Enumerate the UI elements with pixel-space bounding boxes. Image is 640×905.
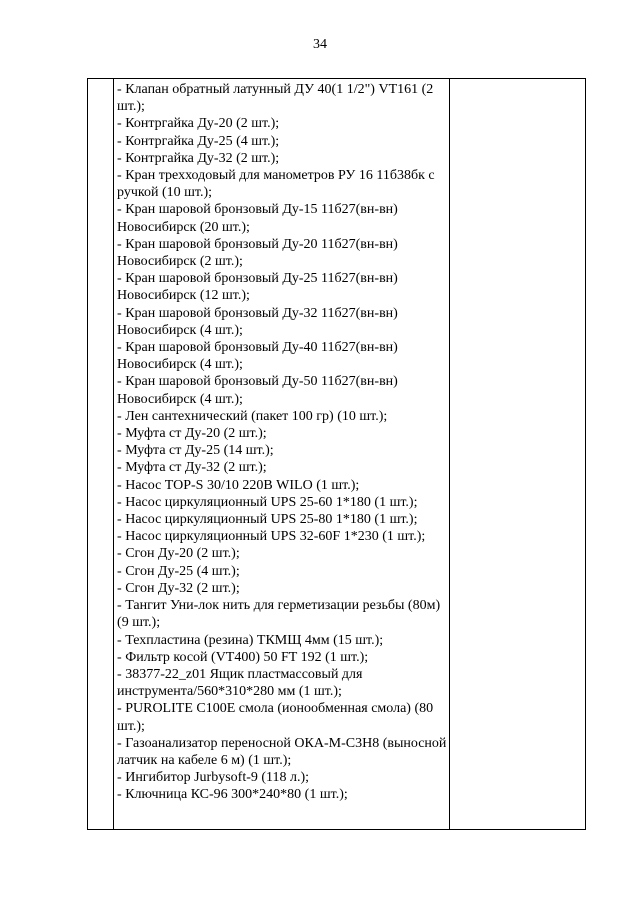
list-item: - Контргайка Ду-20 (2 шт.); xyxy=(117,116,280,132)
notes-cell xyxy=(449,79,585,830)
list-item: - Контргайка Ду-32 (2 шт.); xyxy=(117,150,280,166)
list-item: - Муфта ст Ду-20 (2 шт.); xyxy=(117,426,267,442)
list-item: - Контргайка Ду-25 (4 шт.); xyxy=(117,133,280,149)
list-item: - Кран трехходовый для манометров РУ 16 11б38бк с ручкой (10 шт.); xyxy=(117,168,435,201)
list-item: - Техпластина (резина) ТКМЩ 4мм (15 шт.); xyxy=(117,632,384,648)
list-item: - Кран шаровой бронзовый Ду-40 11б27(вн-вн) Новосибирск (4 шт.); xyxy=(117,340,398,373)
list-item: - Насос циркуляционный UPS 25-80 1*180 (1 шт.); xyxy=(117,512,418,528)
number-cell xyxy=(88,79,114,830)
list-item: - Насос TOP-S 30/10 220В WILO (1 шт.); xyxy=(117,477,360,493)
list-item: - Клапан обратный латунный ДУ 40(1 1/2") VT161 (2 шт.); xyxy=(117,82,434,115)
list-item: - Ключница КС-96 300*240*80 (1 шт.); xyxy=(117,787,348,803)
page-number: 34 xyxy=(313,37,327,52)
item-list xyxy=(114,79,449,804)
list-item: - Кран шаровой бронзовый Ду-20 11б27(вн-вн) Новосибирск (2 шт.); xyxy=(117,236,398,270)
list-item: - Насос циркуляционный UPS 32-60F 1*230 (1 шт.); xyxy=(117,529,426,545)
list-item: - Сгон Ду-20 (2 шт.); xyxy=(117,546,240,562)
list-item: - Кран шаровой бронзовый Ду-50 11б27(вн-вн) Новосибирск (4 шт.); xyxy=(117,374,398,407)
table-row xyxy=(88,79,586,830)
list-item: - PUROLITE C100E смола (ионообменная смола) (80 шт.); xyxy=(117,701,434,734)
description-cell xyxy=(114,79,450,830)
list-item: - Кран шаровой бронзовый Ду-15 11б27(вн-вн) Новосибирск (20 шт.); xyxy=(117,202,398,235)
list-item: - Кран шаровой бронзовый Ду-32 11б27(вн-вн) Новосибирск (4 шт.); xyxy=(117,305,398,338)
list-item: - Тангит Уни-лок нить для герметизации резьбы (80м) (9 шт.); xyxy=(117,598,441,631)
list-item: - 38377-22_z01 Ящик пластмассовый для инструмента/560*310*280 мм (1 шт.); xyxy=(117,666,363,700)
specification-table xyxy=(87,78,586,830)
list-item: - Кран шаровой бронзовый Ду-25 11б27(вн-вн) Новосибирск (12 шт.); xyxy=(117,271,398,304)
list-item: - Муфта ст Ду-32 (2 шт.); xyxy=(117,460,267,476)
list-item: - Ингибитор Jurbysoft-9 (118 л.); xyxy=(117,770,310,786)
list-item: - Газоанализатор переносной ОКА-М-С3Н8 (выносной латчик на кабеле 6 м) (1 шт.); xyxy=(117,735,447,768)
list-item: - Фильтр косой (VT400) 50 FT 192 (1 шт.); xyxy=(117,649,369,665)
list-item: - Сгон Ду-32 (2 шт.); xyxy=(117,580,240,596)
list-item: - Муфта ст Ду-25 (14 шт.); xyxy=(117,443,274,459)
list-item: - Сгон Ду-25 (4 шт.); xyxy=(117,563,240,579)
list-item: - Лен сантехнический (пакет 100 гр) (10 шт.); xyxy=(117,408,388,424)
list-item: - Насос циркуляционный UPS 25-60 1*180 (1 шт.); xyxy=(117,494,418,510)
